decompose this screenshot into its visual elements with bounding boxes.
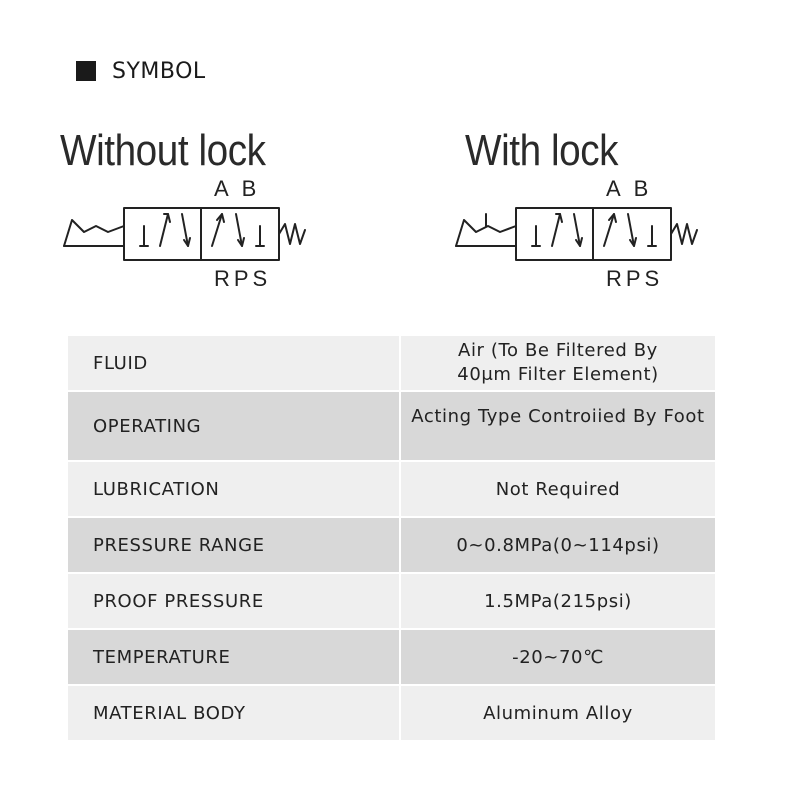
table-row — [68, 573, 715, 629]
spec-table — [68, 336, 715, 742]
spec-label: TEMPERATURE — [68, 629, 400, 685]
spec-value-line: 40μm Filter Element) — [457, 364, 659, 385]
spec-value: -20~70℃ — [400, 629, 715, 685]
spec-value: Acting Type Controiied By Foot — [400, 391, 715, 461]
spec-label: MATERIAL BODY — [68, 685, 400, 741]
ports-bottom-label: RPS — [214, 266, 272, 291]
spec-value-line: Air (To Be Filtered By — [458, 340, 658, 361]
ports-top-label: A B — [214, 176, 261, 201]
table-row — [68, 517, 715, 573]
table-row — [68, 336, 715, 391]
section-title: SYMBOL — [112, 58, 206, 84]
symbol-title: Without lock — [60, 126, 266, 175]
table-row — [68, 685, 715, 741]
spec-value: 1.5MPa(215psi) — [400, 573, 715, 629]
spec-label: PROOF PRESSURE — [68, 573, 400, 629]
spec-value: Not Required — [400, 461, 715, 517]
table-row — [68, 391, 715, 461]
spec-label: FLUID — [68, 336, 400, 391]
table-row — [68, 461, 715, 517]
spec-label: LUBRICATION — [68, 461, 400, 517]
spec-value: 0~0.8MPa(0~114psi) — [400, 517, 715, 573]
table-row — [68, 629, 715, 685]
spec-value: Aluminum Alloy — [400, 685, 715, 741]
spec-label: OPERATING — [68, 391, 400, 461]
ports-bottom-label: RPS — [606, 266, 664, 291]
spec-value — [400, 336, 715, 391]
spec-label: PRESSURE RANGE — [68, 517, 400, 573]
ports-top-label: A B — [606, 176, 653, 201]
symbol-title: With lock — [465, 126, 619, 175]
